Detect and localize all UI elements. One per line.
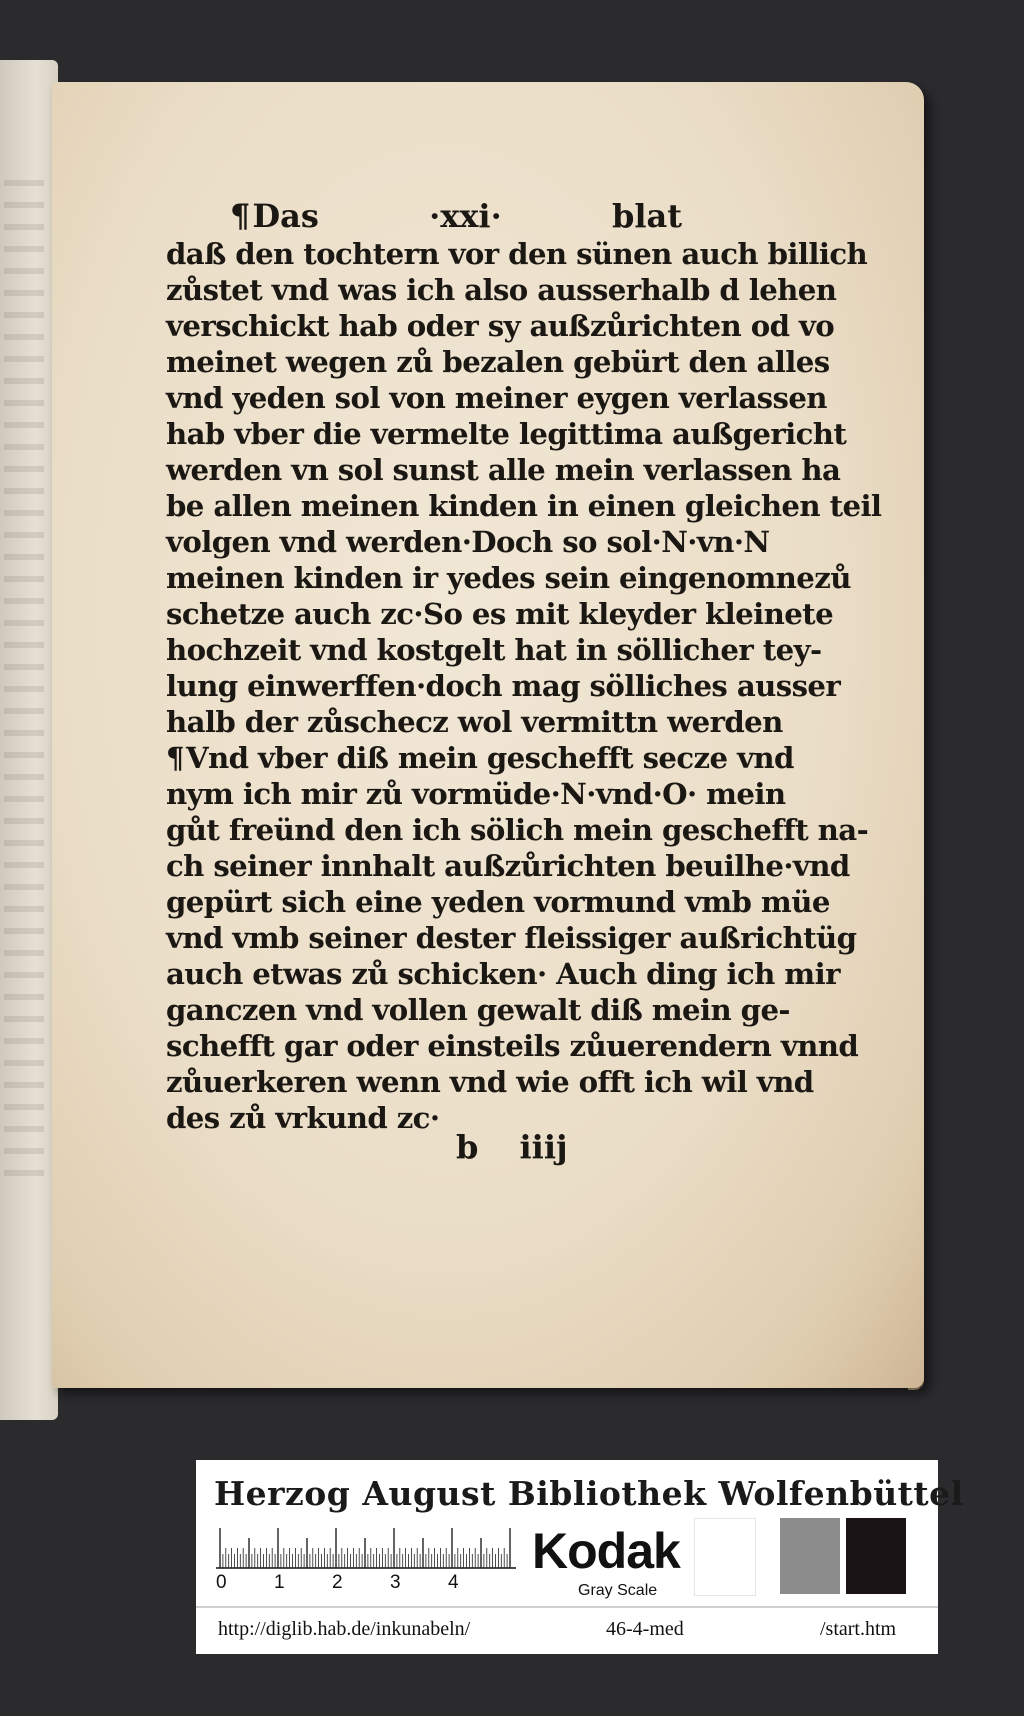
text-line-content: meinen kinden ir yedes sein eingenomnezů [166,561,851,595]
ruler-number: 3 [390,1572,401,1593]
ruler-number: 0 [216,1572,227,1593]
gray-scale-label: Gray Scale [578,1582,658,1599]
text-line [166,1064,814,1100]
text-line-content: ganczen vnd vollen gewalt diß mein ge- [166,993,790,1027]
text-line-content: verschickt hab oder sy außzůrichten od vo [166,309,835,343]
text-line [166,236,868,272]
url-left: http://diglib.hab.de/inkunabeln/ [218,1618,471,1640]
text-line [166,704,783,740]
text-line [166,668,841,704]
signature-mark: b iiij [456,1128,568,1166]
text-line-content: lung einwerffen·doch mag sölliches ausser [166,669,841,703]
text-line [166,812,869,848]
text-line [166,740,794,776]
text-line [166,560,851,596]
pilcrow-icon: ¶ [166,741,184,775]
text-line-content: meinet wegen zů bezalen gebürt den alles [166,345,830,379]
text-line [166,344,830,380]
ruler-number: 4 [448,1572,459,1593]
text-line-content: be allen meinen kinden in einen gleichen teil [166,489,882,523]
text-line [166,992,790,1028]
text-line [166,308,835,344]
text-line-content: schetze auch zc·So es mit kleyder kleinete [166,597,834,631]
text-line-content: gepürt sich eine yeden vormund vmb müe [166,885,830,919]
text-line-content: werden vn sol sunst alle mein verlassen ha [166,453,841,487]
text-line [166,1028,859,1064]
ruler-numbers [216,1572,520,1596]
ruler-number: 1 [274,1572,285,1593]
show-through-text [4,180,44,1180]
folio-number: ·xxi· [429,197,502,235]
swatch-black [846,1518,906,1594]
text-line [166,596,834,632]
text-line [166,452,841,488]
text-line [166,920,857,956]
text-line-content: des zů vrkund zc· [166,1101,440,1135]
text-line-content: auch etwas zů schicken· Auch ding ich mir [166,957,840,991]
text-line [166,488,882,524]
text-line-content: schefft gar oder einsteils zůuerendern vnnd [166,1029,859,1063]
swatch-gray [780,1518,840,1594]
text-line [166,524,778,560]
text-line-content: vnd vmb seiner dester fleissiger außrichtüg [166,921,857,955]
text-line-content: nym ich mir zů vormüde·N·vnd·O· mein [166,777,786,811]
body-text [166,236,882,1136]
text-line-content: vnd yeden sol von meiner eygen verlassen [166,381,827,415]
ruler-number: 2 [332,1572,343,1593]
header-right: blat [611,197,682,235]
card-title: Herzog August Bibliothek Wolfenbüttel [214,1474,964,1513]
text-line-content: Vnd vber diß mein geschefft secze vnd [185,741,794,775]
text-line-content: halb der zůschecz wol vermittn werden [166,705,783,739]
text-line-content: gůt freünd den ich sölich mein geschefft na- [166,813,869,847]
text-line [166,884,830,920]
text-line [166,956,840,992]
text-line-content: daß den tochtern vor den sünen auch billich [166,237,868,271]
text-line-content: zůuerkeren wenn vnd wie offt ich wil vnd [166,1065,814,1099]
running-header [166,196,778,236]
card-divider [196,1606,938,1608]
calibration-card [196,1460,964,1654]
ruler-scale [216,1522,520,1578]
kodak-logo: Kodak [532,1523,680,1579]
url-middle: 46-4-med [606,1618,684,1640]
text-line [166,848,850,884]
text-block [166,196,882,1136]
text-line-content: ch seiner innhalt außzůrichten beuilhe·vnd [166,849,850,883]
text-line [166,380,827,416]
pilcrow-icon: ¶ [230,197,251,235]
url-right: /start.htm [820,1618,897,1640]
text-line-content: hochzeit vnd kostgelt hat in söllicher tey- [166,633,822,667]
text-line [166,416,847,452]
swatch-white [694,1518,756,1596]
text-line-content: volgen vnd werden·Doch so sol·N·vn·N [166,525,770,559]
text-line [166,776,786,812]
text-line-content: zůstet vnd was ich also ausserhalb d lehen [166,273,837,307]
facing-page-edge [0,60,58,1420]
header-left: ¶Das [230,197,319,235]
text-line [166,632,822,668]
text-line-content: hab vber die vermelte legittima außgericht [166,417,847,451]
text-line [166,272,837,308]
